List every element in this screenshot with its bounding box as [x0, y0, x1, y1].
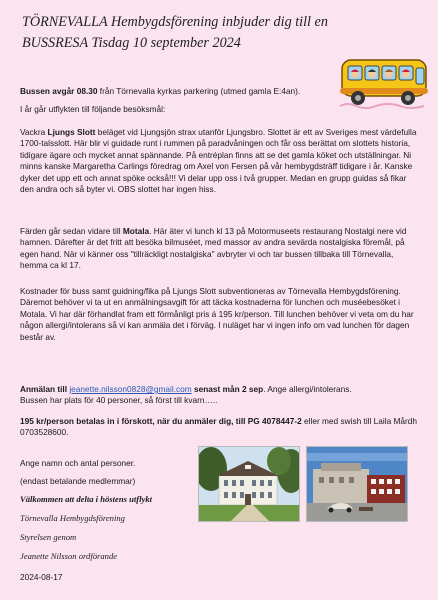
invitation-title	[22, 12, 352, 54]
school-bus-illustration	[338, 54, 432, 110]
org-text: Törnevalla Hembygdsförening	[20, 513, 125, 523]
castle-name: Ljungs Slott	[47, 127, 96, 137]
date-text: 2024-08-17	[20, 572, 63, 582]
castle-paragraph	[20, 127, 420, 195]
departure-paragraph	[20, 86, 340, 97]
payment-bold: 195 kr/person betalas in i förskott, när du anmäler dig, till PG 4078447-2	[20, 416, 302, 426]
motala-text: . Här äter vi lunch kl 13 på Motormuseets restaurang Nostalgi nere vid hamnen. Därefter är det fritt att besöka bilmuséet, med massor av andra sevärda nostalgiska föremål, på egen hand. När vi känner oss "tillräckligt nostalgiska" avbryter vi och tar bussen tillbaka till Törnevalla, hemma ca kl 17.	[20, 226, 407, 271]
members-text: (endast betalande medlemmar)	[20, 476, 136, 486]
castle-pre: Vackra	[20, 127, 48, 137]
motala-name: Motala	[122, 226, 150, 236]
board-text: Styrelsen genom	[20, 532, 77, 542]
motala-paragraph	[20, 226, 420, 272]
castle-photo	[198, 446, 300, 522]
signup-allergy: . Ange allergi/intolerans.	[263, 384, 352, 394]
departure-time: Bussen avgår 08.30	[20, 86, 98, 96]
chair-text: Jeanette Nilsson ordförande	[20, 551, 118, 561]
signup-label: Anmälan till	[20, 384, 68, 394]
payment-paragraph	[20, 416, 420, 439]
title-line-2: BUSSRESA Tisdag 10 september 2024	[22, 35, 241, 51]
departure-place: från Törnevalla kyrkas parkering (utmed gamla E:4an).	[97, 86, 301, 96]
welcome-text	[20, 494, 200, 505]
castle-text: beläget vid Ljungsjön strax utanför Ljungsbro. Slottet är ett av Sveriges mest värdefulla 1700-talsslott. Här blir vi guidade runt i rummen på paradvåningen och får oss berättat om slottets historia, tidigare ägare och mycket annat spännande. På entréplan finns att se det gamla köket och utställningar. Ni minns kanske Margaretha Carlings föredrag om Axel von Fersen på vår hembygdsträff tidigare i år. Kanske dyker det upp ett och annat spöke också!!! Vi delar upp oss i två grupper. Medan en grupp guidas så fikar den andra och så byter vi. OBS slottet har ingen hiss.	[20, 127, 417, 195]
signup-paragraph	[20, 384, 420, 407]
motor-museum-photo	[306, 446, 408, 522]
signup-capacity: Bussen har plats för 40 personer, så först till kvarn…..	[20, 395, 218, 406]
intro-text: I år går utflykten till följande besöksmål:	[20, 104, 166, 114]
costs-paragraph: Kostnader för buss samt guidning/fika på Ljungs Slott subventioneras av Törnevalla Hembygdsförening. Däremot behöver vi ta ut en anmälningsavgift för att täcka kostnaderna för lunchen och muséebesöket i Motala. Vi har där förhandlat fram ett förmånligt pris á 195 kr/person. Till lunchen behöver vi veta om du har någon allergi/intolerans så vi kan anmäla det i förväg. I nuläget har vi ingen info om vad lunchen för dagen består av.	[20, 286, 414, 342]
motala-pre: Färden går sedan vidare till	[20, 226, 123, 236]
title-line-1: TÖRNEVALLA Hembygdsförening inbjuder dig till en	[22, 14, 328, 30]
welcome-bold: Välkommen att delta i höstens utflykt	[20, 494, 153, 504]
payment-swish: eller med swish till Laila Mårdh 0703528600.	[20, 416, 418, 438]
signup-deadline: senast mån 2 sep	[194, 384, 264, 394]
signup-email-link[interactable]: jeanette.nilsson0828@gmail.com	[69, 384, 192, 394]
names-text: Ange namn och antal personer.	[20, 458, 136, 468]
